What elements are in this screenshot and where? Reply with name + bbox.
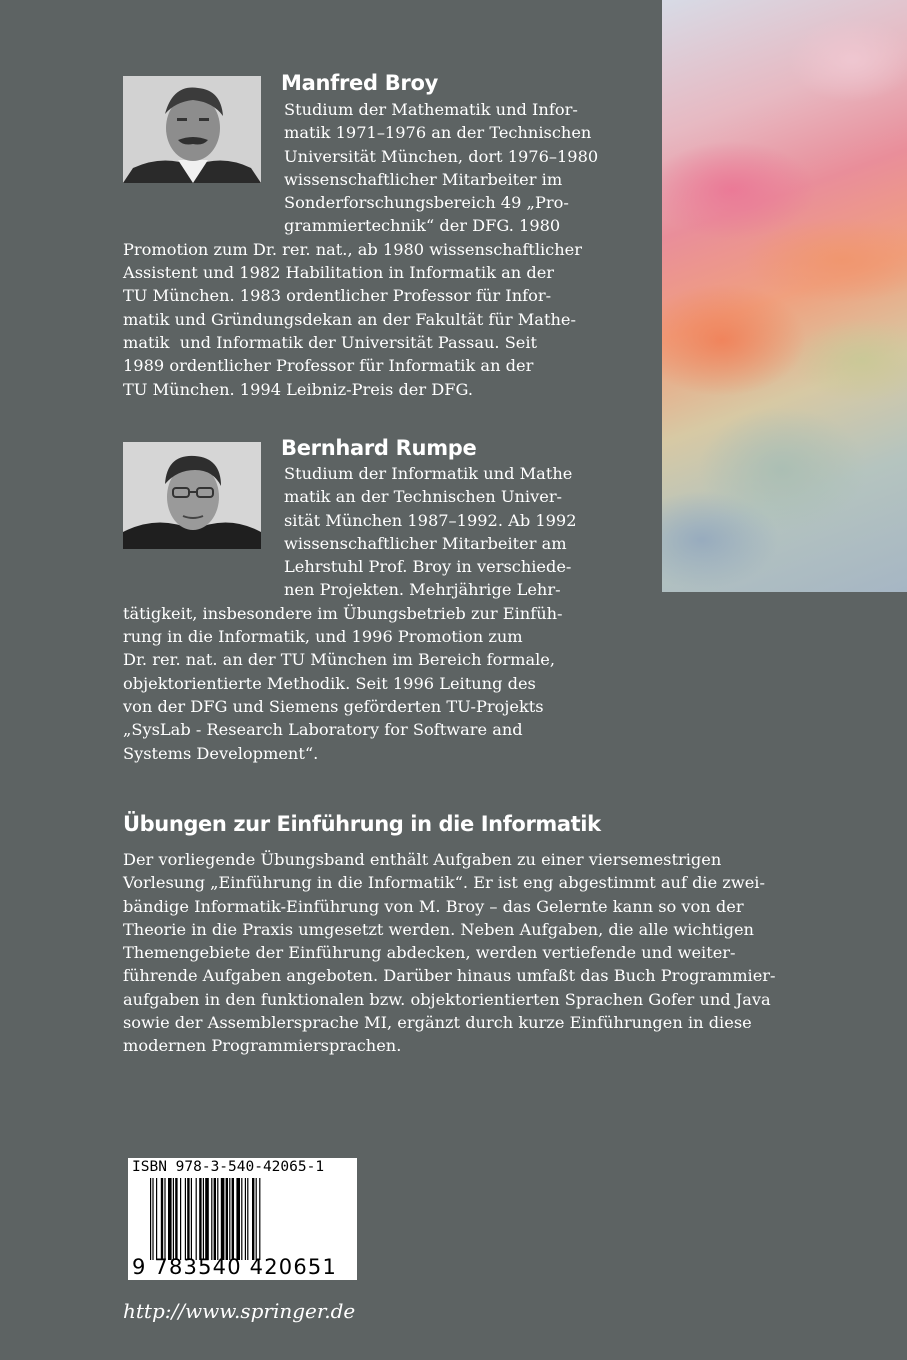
description-line: Themengebiete der Einführung abdecken, werden vertiefende und weiter- xyxy=(123,943,736,963)
barcode-bar xyxy=(214,1178,216,1260)
barcode-bar xyxy=(232,1178,234,1260)
description-line: aufgaben in den funktionalen bzw. objektorientierten Sprachen Gofer und Java xyxy=(123,989,771,1009)
barcode-bar xyxy=(236,1178,240,1260)
barcode-bar xyxy=(259,1178,260,1260)
bio-line: von der DFG und Siemens geförderten TU-Projekts xyxy=(123,696,544,716)
publisher-url[interactable]: http://www.springer.de xyxy=(123,1299,356,1323)
bio-line: objektorientierte Methodik. Seit 1996 Leitung des xyxy=(123,673,536,693)
bio-line: Universität München, dort 1976–1980 xyxy=(284,146,599,166)
description-line: Theorie in die Praxis umgesetzt werden. Neben Aufgaben, die alle wichtigen xyxy=(123,919,754,939)
bio-line: matik und Gründungsdekan an der Fakultät für Mathe- xyxy=(123,309,576,329)
barcode-bar xyxy=(150,1178,151,1260)
barcode-bar xyxy=(180,1178,181,1260)
isbn-label: ISBN 978-3-540-42065-1 xyxy=(132,1159,325,1175)
barcode-bar xyxy=(173,1178,174,1260)
barcode-bar xyxy=(164,1178,165,1260)
bio-line: wissenschaftlicher Mitarbeiter im xyxy=(284,169,563,189)
barcode-bar xyxy=(221,1178,225,1260)
barcode-bars xyxy=(150,1178,350,1260)
description-line: Vorlesung „Einführung in die Informatik“. Er ist eng abgestimmt auf die zwei- xyxy=(123,873,765,893)
ean-digits: 9 783540 420651 xyxy=(132,1255,338,1279)
bio-line: „SysLab - Research Laboratory for Software and xyxy=(123,720,523,740)
bio-line: Sonderforschungsbereich 49 „Pro- xyxy=(284,193,569,213)
bio-line: 1989 ordentlicher Professor für Informatik an der xyxy=(123,356,534,376)
bio-line: Assistent und 1982 Habilitation in Informatik an der xyxy=(123,263,555,283)
barcode-bar xyxy=(191,1178,192,1260)
bio-line: rung in die Informatik, und 1996 Promotion zum xyxy=(123,627,523,647)
barcode-bar xyxy=(211,1178,212,1260)
barcode-bar xyxy=(152,1178,153,1260)
bio-line: TU München. 1994 Leibniz-Preis der DFG. xyxy=(123,379,473,399)
bio-line: sität München 1987–1992. Ab 1992 xyxy=(284,510,577,530)
barcode-bar xyxy=(199,1178,201,1260)
barcode-bar xyxy=(203,1178,204,1260)
author-name-rumpe: Bernhard Rumpe xyxy=(281,436,477,460)
description-line: führende Aufgaben angeboten. Darüber hinaus umfaßt das Buch Programmier- xyxy=(123,966,776,986)
author-bio-broy xyxy=(123,98,608,401)
barcode-bar xyxy=(168,1178,172,1260)
barcode-bar xyxy=(241,1178,242,1260)
bio-line: matik an der Technischen Univer- xyxy=(284,487,563,507)
description-line: Der vorliegende Übungsband enthält Aufgaben zu einer viersemestrigen xyxy=(123,850,722,869)
description-line: sowie der Assemblersprache MI, ergänzt durch kurze Einführungen in diese xyxy=(123,1013,752,1033)
bio-line: matik und Informatik der Universität Passau. Seit xyxy=(123,332,538,352)
bio-line: grammiertechnik“ der DFG. 1980 xyxy=(284,216,561,236)
book-title: Übungen zur Einführung in die Informatik xyxy=(123,812,601,836)
bio-line: Promotion zum Dr. rer. nat., ab 1980 wissenschaftlicher xyxy=(123,239,582,259)
book-description xyxy=(123,848,776,1058)
barcode-bar xyxy=(256,1178,257,1260)
bio-line: matik 1971–1976 an der Technischen xyxy=(284,123,592,143)
description-line: modernen Programmiersprachen. xyxy=(123,1036,402,1056)
isbn-barcode xyxy=(128,1158,357,1280)
barcode-bar xyxy=(247,1178,248,1260)
bio-line: TU München. 1983 ordentlicher Professor für Infor- xyxy=(123,286,552,306)
barcode-bar xyxy=(196,1178,197,1260)
barcode-bar xyxy=(161,1178,163,1260)
bio-line: Systems Development“. xyxy=(123,743,319,763)
barcode-bar xyxy=(205,1178,209,1260)
bio-line: wissenschaftlicher Mitarbeiter am xyxy=(284,533,567,553)
description-line: bändige Informatik-Einführung von M. Broy – das Gelernte kann so von der xyxy=(123,896,744,916)
barcode-bar xyxy=(187,1178,189,1260)
bio-line: Studium der Mathematik und Infor- xyxy=(284,100,578,119)
barcode-bar xyxy=(175,1178,177,1260)
bio-line: tätigkeit, insbesondere im Übungsbetrieb zur Einfüh- xyxy=(123,603,563,623)
bio-line: Studium der Informatik und Mathe xyxy=(284,464,573,483)
barcode-bar xyxy=(156,1178,157,1260)
author-name-broy: Manfred Broy xyxy=(281,71,438,95)
barcode-bar xyxy=(217,1178,218,1260)
barcode-bar xyxy=(229,1178,230,1260)
barcode-bar xyxy=(245,1178,246,1260)
bio-line: Lehrstuhl Prof. Broy in verschiede- xyxy=(284,557,572,577)
author-bio-rumpe xyxy=(123,462,608,765)
cover-artwork xyxy=(662,0,907,592)
bio-line: Dr. rer. nat. an der TU München im Bereich formale, xyxy=(123,650,556,670)
barcode-bar xyxy=(252,1178,254,1260)
bio-line: nen Projekten. Mehrjährige Lehr- xyxy=(284,580,561,600)
barcode-bar xyxy=(185,1178,186,1260)
barcode-bar xyxy=(226,1178,228,1260)
